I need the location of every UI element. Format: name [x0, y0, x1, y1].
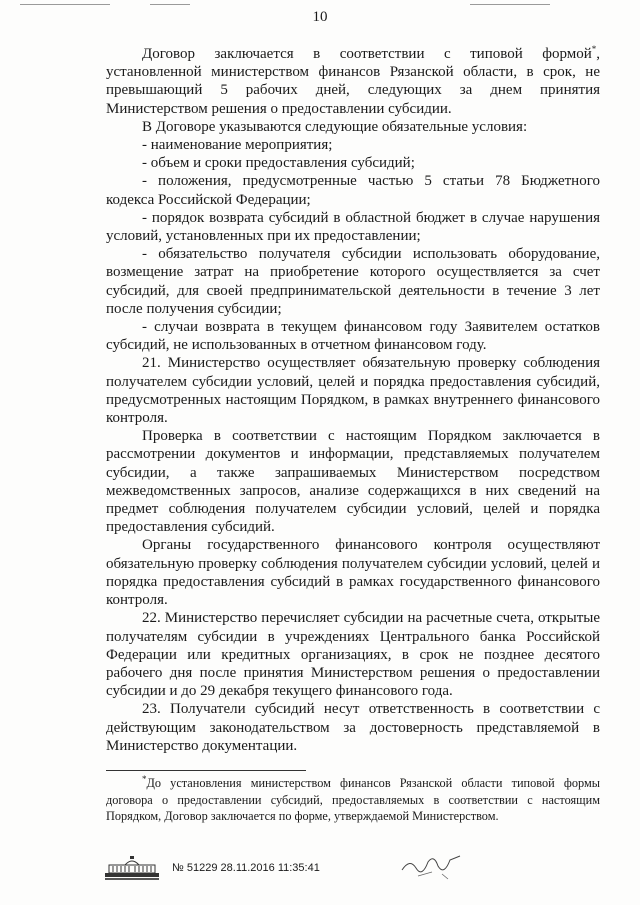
paragraph-text: - положения, предусмотренные частью 5 статьи 78 Бюджетного кодекса Российской Федерации; [106, 173, 600, 208]
paragraph-text: - порядок возврата субсидий в областной бюджет в случае нарушения условий, установленных при их предоставлении; [106, 209, 600, 245]
paragraph [106, 136, 600, 154]
paragraph-text: - объем и сроки предоставления субсидий; [142, 155, 415, 172]
paragraph [106, 209, 600, 245]
paragraph [106, 154, 600, 172]
government-building-logo [103, 855, 161, 881]
scan-artifact [20, 4, 110, 5]
stamp-number: 51229 [186, 862, 218, 874]
stamp-number-sign: № [172, 862, 184, 874]
paragraph [106, 536, 600, 609]
paragraph [106, 427, 600, 536]
scan-artifact [150, 4, 190, 5]
paragraph [106, 118, 600, 136]
paragraph-text: , установленной министерством финансов Рязанской области, в срок, не превышающий 5 рабочих дней, следующих за днем принятия Министерством решения о предоставлении субсидии. [106, 46, 600, 117]
footnote-mark: * [142, 773, 147, 784]
stamp-datetime: 28.11.2016 11:35:41 [220, 862, 320, 874]
paragraph-text: 22. Министерство перечисляет субсидии на расчетные счета, открытые получателям субсидии в учреждениях Центрального банка Российской Федерации или кредитных организациях, в срок не позднее десятого рабочего дня после принятия Министерством решения о предоставлении субсидии и до 29 декабря текущего финансового года. [106, 610, 600, 700]
paragraph [106, 172, 600, 208]
paragraph-text: Органы государственного финансового контроля осуществляют обязательную проверку соблюдения получателем субсидии условий, целей и порядка предоставления субсидий в рамках государственного финансового контроля. [106, 537, 600, 609]
footnote-reference: * [591, 44, 597, 54]
paragraph [106, 318, 600, 354]
page-number: 10 [312, 9, 328, 25]
registration-stamp [172, 862, 320, 874]
paragraph [106, 609, 600, 700]
paragraph [106, 45, 600, 118]
paragraph [106, 354, 600, 427]
paragraph-text: 23. Получатели субсидий несут ответственность в соответствии с действующим законодательством за достоверность представляемой в Министерство документации. [106, 701, 600, 754]
paragraph-text: - обязательство получателя субсидии использовать оборудование, возмещение затрат на приобретение которого осуществляется за счет субсидий, для своей предпринимательской деятельности в течение 3 лет после получения субсидии; [106, 246, 600, 317]
footnote-divider [106, 770, 306, 771]
paragraph-text: - случаи возврата в текущем финансовом году Заявителем остатков субсидий, не использованных в отчетном финансовом году. [106, 319, 600, 354]
handwritten-signature [398, 846, 468, 882]
footnote [106, 775, 600, 825]
footnote-text: До установления министерством финансов Рязанской области типовой формы договора о предоставлении субсидий, предоставляемых в соответствии с настоящим Порядком, Договор заключается по форме, утверждаемой Министерством. [106, 776, 600, 823]
paragraph [106, 700, 600, 755]
paragraph-text: В Договоре указываются следующие обязательные условия: [142, 118, 528, 135]
document-body [106, 45, 600, 755]
paragraph-text: Проверка в соответствии с настоящим Порядком заключается в рассмотрении документов и информации, представляемых получателем субсидии, а также запрашиваемых Министерством посредством межведомственных запросов, анализе содержащихся в них сведений на предмет соблюдения получателем субсидии условий, целей и порядка предоставления субсидий. [106, 428, 600, 536]
paragraph-text: - наименование мероприятия; [142, 137, 333, 154]
paragraph-text: Договор заключается в соответствии с типовой формой [142, 46, 592, 62]
paragraph-text: 21. Министерство осуществляет обязательную проверку соблюдения получателем субсидии условий, целей и порядка предоставления субсидий, предусмотренных настоящим Порядком, в рамках внутреннего финансового контроля. [106, 355, 600, 427]
scan-artifact [470, 4, 550, 5]
paragraph [106, 245, 600, 318]
